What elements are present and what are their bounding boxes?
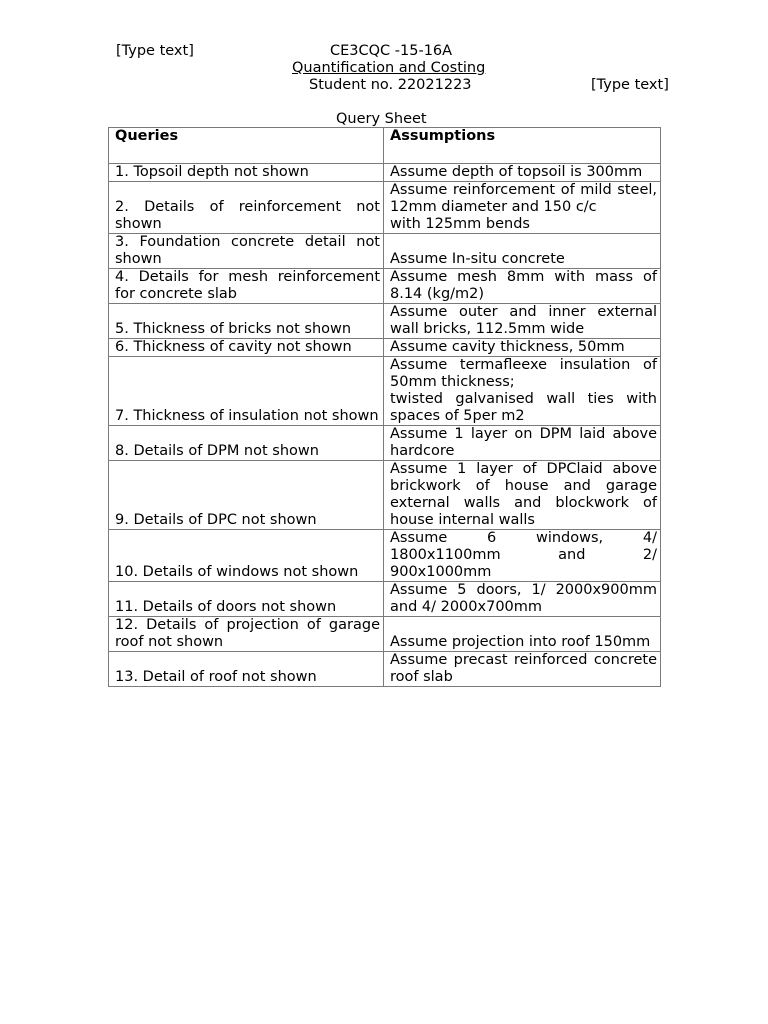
table-row — [109, 426, 661, 461]
table-row — [109, 269, 661, 304]
query-cell: 11. Details of doors not shown — [109, 582, 384, 617]
assumption-cell: Assume 5 doors, 1/ 2000x900mm and 4/ 2000x700mm — [384, 582, 661, 617]
assumption-cell: Assume In-situ concrete — [384, 234, 661, 269]
assumption-cell: Assume 6 windows, 4/ 1800x1100mm and 2/ 900x1000mm — [384, 530, 661, 582]
table-row — [109, 182, 661, 234]
query-cell: 8. Details of DPM not shown — [109, 426, 384, 461]
table-row — [109, 652, 661, 687]
assumption-cell: Assume 1 layer on DPM laid above hardcore — [384, 426, 661, 461]
query-cell: 3. Foundation concrete detail not shown — [109, 234, 384, 269]
table-row — [109, 357, 661, 426]
query-cell: 7. Thickness of insulation not shown — [109, 357, 384, 426]
table-row — [109, 234, 661, 269]
query-cell: 6. Thickness of cavity not shown — [109, 339, 384, 357]
query-cell: 1. Topsoil depth not shown — [109, 164, 384, 182]
column-header-queries: Queries — [109, 128, 384, 164]
query-cell: 9. Details of DPC not shown — [109, 461, 384, 530]
table-header-row — [109, 128, 661, 164]
query-cell: 5. Thickness of bricks not shown — [109, 304, 384, 339]
query-cell: 10. Details of windows not shown — [109, 530, 384, 582]
query-cell: 2. Details of reinforcement not shown — [109, 182, 384, 234]
table-row — [109, 164, 661, 182]
assumption-cell: Assume projection into roof 150mm — [384, 617, 661, 652]
query-table — [108, 127, 661, 687]
assumption-cell: Assume precast reinforced concrete roof slab — [384, 652, 661, 687]
query-cell: 13. Detail of roof not shown — [109, 652, 384, 687]
assumption-cell: Assume outer and inner external wall bricks, 112.5mm wide — [384, 304, 661, 339]
query-cell: 4. Details for mesh reinforcement for concrete slab — [109, 269, 384, 304]
query-cell: 12. Details of projection of garage roof not shown — [109, 617, 384, 652]
module-title: Quantification and Costing — [292, 60, 486, 76]
table-row — [109, 582, 661, 617]
assumption-cell: Assume cavity thickness, 50mm — [384, 339, 661, 357]
assumption-cell: Assume mesh 8mm with mass of 8.14 (kg/m2) — [384, 269, 661, 304]
student-number: Student no. 22021223 — [309, 77, 472, 93]
table-row — [109, 530, 661, 582]
table-row — [109, 617, 661, 652]
table-row — [109, 461, 661, 530]
table-row — [109, 304, 661, 339]
header-right-placeholder: [Type text] — [591, 77, 669, 93]
sheet-title: Query Sheet — [336, 111, 427, 127]
assumption-cell: Assume depth of topsoil is 300mm — [384, 164, 661, 182]
course-code: CE3CQC -15-16A — [330, 43, 453, 59]
assumption-cell: Assume reinforcement of mild steel, 12mm diameter and 150 c/c with 125mm bends — [384, 182, 661, 234]
assumption-cell: Assume termafleexe insulation of 50mm thickness; twisted galvanised wall ties with spaces of 5per m2 — [384, 357, 661, 426]
header-left-placeholder: [Type text] — [116, 43, 194, 59]
assumption-cell: Assume 1 layer of DPClaid above brickwork of house and garage external walls and blockwork of house internal walls — [384, 461, 661, 530]
table-row — [109, 339, 661, 357]
column-header-assumptions: Assumptions — [384, 128, 661, 164]
